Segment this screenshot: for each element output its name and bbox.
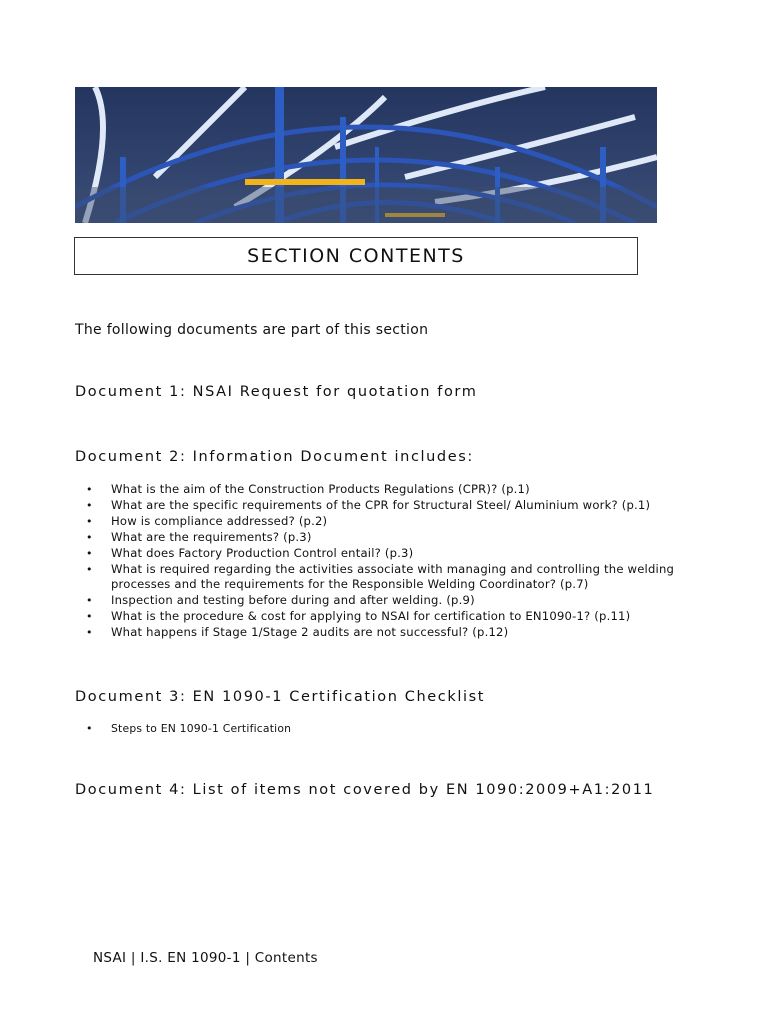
list-item: • Inspection and testing before during and after welding. (p.9): [86, 593, 726, 609]
document-4-heading: Document 4: List of items not covered by EN 1090:2009+A1:2011: [75, 782, 655, 798]
document-2-list: [86, 482, 726, 641]
list-item: • What is required regarding the activities associate with managing and controlling the welding processes and the requirements for the Responsible Welding Coordinator? (p.7): [86, 562, 701, 594]
document-2-heading: Document 2: Information Document includes:: [75, 449, 474, 465]
list-item: • What are the specific requirements of the CPR for Structural Steel/ Aluminium work? (p.1): [86, 498, 726, 514]
list-item: • What are the requirements? (p.3): [86, 530, 726, 546]
banner-image: [75, 87, 657, 223]
intro-text: The following documents are part of this section: [75, 322, 429, 338]
document-3-list: [86, 721, 291, 737]
document-1-heading: Document 1: NSAI Request for quotation form: [75, 384, 478, 400]
document-3-heading: Document 3: EN 1090-1 Certification Checklist: [75, 689, 486, 705]
section-title: SECTION CONTENTS: [247, 245, 465, 267]
list-item: • How is compliance addressed? (p.2): [86, 514, 726, 530]
list-item: • What is the procedure & cost for applying to NSAI for certification to EN1090-1? (p.11): [86, 609, 726, 625]
list-item: • What is the aim of the Construction Products Regulations (CPR)? (p.1): [86, 482, 726, 498]
section-title-box: [74, 237, 638, 275]
page-footer: NSAI | I.S. EN 1090-1 | Contents: [93, 950, 318, 966]
list-item: • What does Factory Production Control entail? (p.3): [86, 546, 726, 562]
list-item: • Steps to EN 1090-1 Certification: [86, 721, 291, 737]
list-item: • What happens if Stage 1/Stage 2 audits are not successful? (p.12): [86, 625, 726, 641]
warehouse-roof-illustration: [75, 87, 657, 223]
